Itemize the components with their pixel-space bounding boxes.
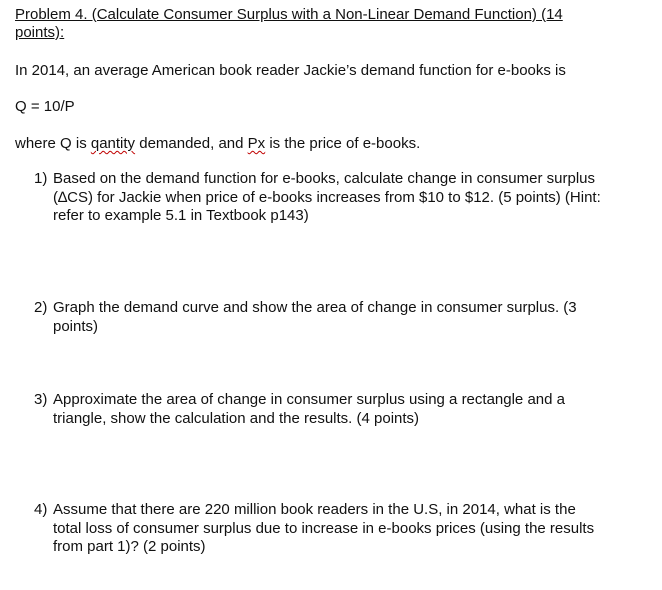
question-number: 4) (34, 501, 48, 518)
where-pre: where Q is (15, 135, 91, 152)
question-3 (34, 391, 644, 428)
question-text: Assume that there are 220 million book readers in the U.S, in 2014, what is the total loss of consumer surplus due to increase in e-books prices (using the results from part 1)? (2 points) (53, 501, 595, 555)
question-text: Graph the demand curve and show the area of change in consumer surplus. (3 points) (53, 299, 577, 335)
variable-definition (15, 135, 420, 153)
spelling-error-px: Px (247, 135, 266, 152)
question-2 (34, 299, 644, 336)
question-text: Based on the demand function for e-books, calculate change in consumer surplus (∆CS) for Jackie when price of e-books increases from $10 to $12. (5 points) (Hint: refer to example 5.1 in Textbook p143) (53, 170, 601, 224)
question-number: 3) (34, 391, 48, 408)
question-number: 1) (34, 170, 48, 187)
question-number: 2) (34, 299, 48, 316)
problem-title-line-2: points): (15, 24, 65, 41)
question-4 (34, 501, 644, 557)
intro-text: In 2014, an average American book reader Jackie’s demand function for e-books is (15, 62, 566, 79)
question-1 (34, 170, 644, 226)
where-mid: demanded, and (135, 135, 248, 152)
question-text: Approximate the area of change in consumer surplus using a rectangle and a triangle, show the calculation and the results. (4 points) (53, 391, 565, 427)
problem-title-line-1: Problem 4. (Calculate Consumer Surplus with a Non-Linear Demand Function) (14 (15, 6, 563, 23)
demand-equation: Q = 10/P (15, 98, 75, 115)
spelling-error-qantity: qantity (90, 135, 136, 152)
where-post: is the price of e-books. (265, 135, 421, 152)
